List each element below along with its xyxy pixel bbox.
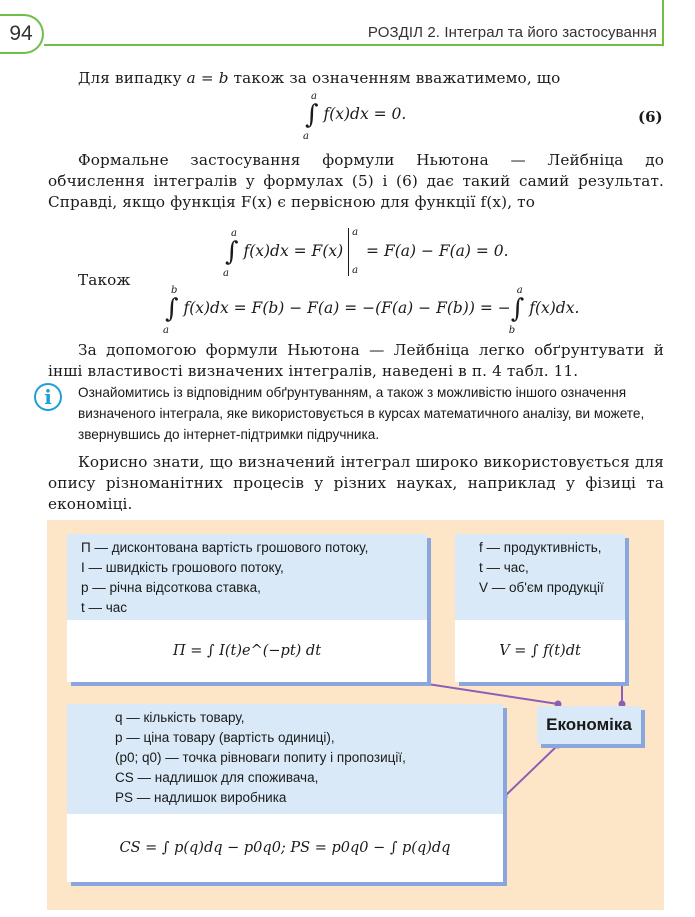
info-icon: i bbox=[34, 383, 62, 411]
card-production-volume bbox=[455, 534, 625, 682]
card-formula: CS = ∫ p(q)dq − p0q0; PS = p0q0 − ∫ p(q)dq bbox=[119, 840, 451, 856]
section-title: РОЗДІЛ 2. Інтеграл та його застосування bbox=[367, 24, 657, 41]
integral-sign: ∫ a a bbox=[223, 228, 239, 279]
substitution-bar: a a bbox=[348, 228, 361, 276]
card-surplus bbox=[67, 704, 503, 882]
paragraph-text: За допомогою формули Ньютона — Лейбніца легко обґрунтувати й інші властивості визначених інтегралів, наведені в п. 4 табл. 11. bbox=[48, 341, 664, 380]
definition-line: t — час, bbox=[479, 560, 529, 575]
card-formula: Π = ∫ I(t)e^(−pt) dt bbox=[172, 643, 322, 659]
card-description bbox=[67, 704, 503, 814]
paragraph-text: також за означенням вважатимемо, що bbox=[233, 69, 561, 87]
definition-line: V — об'єм продукції bbox=[479, 580, 604, 595]
definition-line: p — ціна товару (вартість одиниці), bbox=[115, 730, 335, 745]
integral-sign: ∫ b a bbox=[163, 285, 179, 336]
formula-number: (6) bbox=[638, 108, 663, 126]
connector-line bbox=[408, 681, 558, 704]
definition-line: p — річна відсоткова ставка, bbox=[81, 580, 261, 595]
definition-line: f — продуктивність, bbox=[479, 540, 602, 555]
definition-line: t — час bbox=[81, 600, 128, 615]
formula-body: f(x)dx. bbox=[529, 299, 580, 317]
definition-line: Π — дисконтована вартість грошового потоку, bbox=[81, 540, 369, 555]
paragraph-text: Корисно знати, що визначений інтеграл широко використовується для опису різноманітних процесів у різних науках, наприклад у фізиці та економіці. bbox=[48, 453, 664, 513]
paragraph-text: Для випадку bbox=[78, 69, 182, 87]
card-discounted-value bbox=[67, 534, 427, 682]
card-description bbox=[455, 534, 625, 620]
formula-body: f(x)dx = F(x) bbox=[243, 242, 344, 260]
info-text: Ознайомитись із відповідним обґрунтуванням, а також з можливістю іншого означення визначеного інтеграла, яке використовується в курсах математичного аналізу, ви можете, звернувшись до інтернет-підтримки підручника. bbox=[78, 385, 645, 442]
definition-line: (p0; q0) — точка рівноваги попиту і пропозиції, bbox=[115, 750, 406, 765]
formula-body: f(x)dx = 0. bbox=[323, 105, 407, 123]
economy-label: Економіка bbox=[537, 706, 641, 744]
integral-sign: ∫ a a bbox=[303, 91, 319, 142]
condition: a = b bbox=[186, 69, 229, 87]
definition-line: q — кількість товару, bbox=[115, 710, 245, 725]
paragraph-text: Також bbox=[78, 271, 131, 289]
formula-body: = F(a) − F(a) = 0. bbox=[366, 242, 509, 260]
card-description bbox=[67, 534, 427, 620]
formula-body: f(x)dx = F(b) − F(a) = −(F(a) − F(b)) = − bbox=[183, 299, 511, 317]
definition-line: I — швидкість грошового потоку, bbox=[81, 560, 284, 575]
page-number: 94 bbox=[0, 14, 44, 54]
definition-line: PS — надлишок виробника bbox=[115, 790, 287, 805]
definition-line: CS — надлишок для споживача, bbox=[115, 770, 319, 785]
card-formula: V = ∫ f(t)dt bbox=[499, 643, 581, 659]
integral-sign: ∫ a b bbox=[508, 285, 525, 336]
connector-line bbox=[504, 745, 558, 797]
paragraph-text: Формальне застосування формули Ньютона — Лейбніца до обчислення інтегралів у формулах (5) і (6) дає такий самий результат. Справді, якщо функція F(x) є первісною для функції f(x), то bbox=[48, 151, 664, 211]
